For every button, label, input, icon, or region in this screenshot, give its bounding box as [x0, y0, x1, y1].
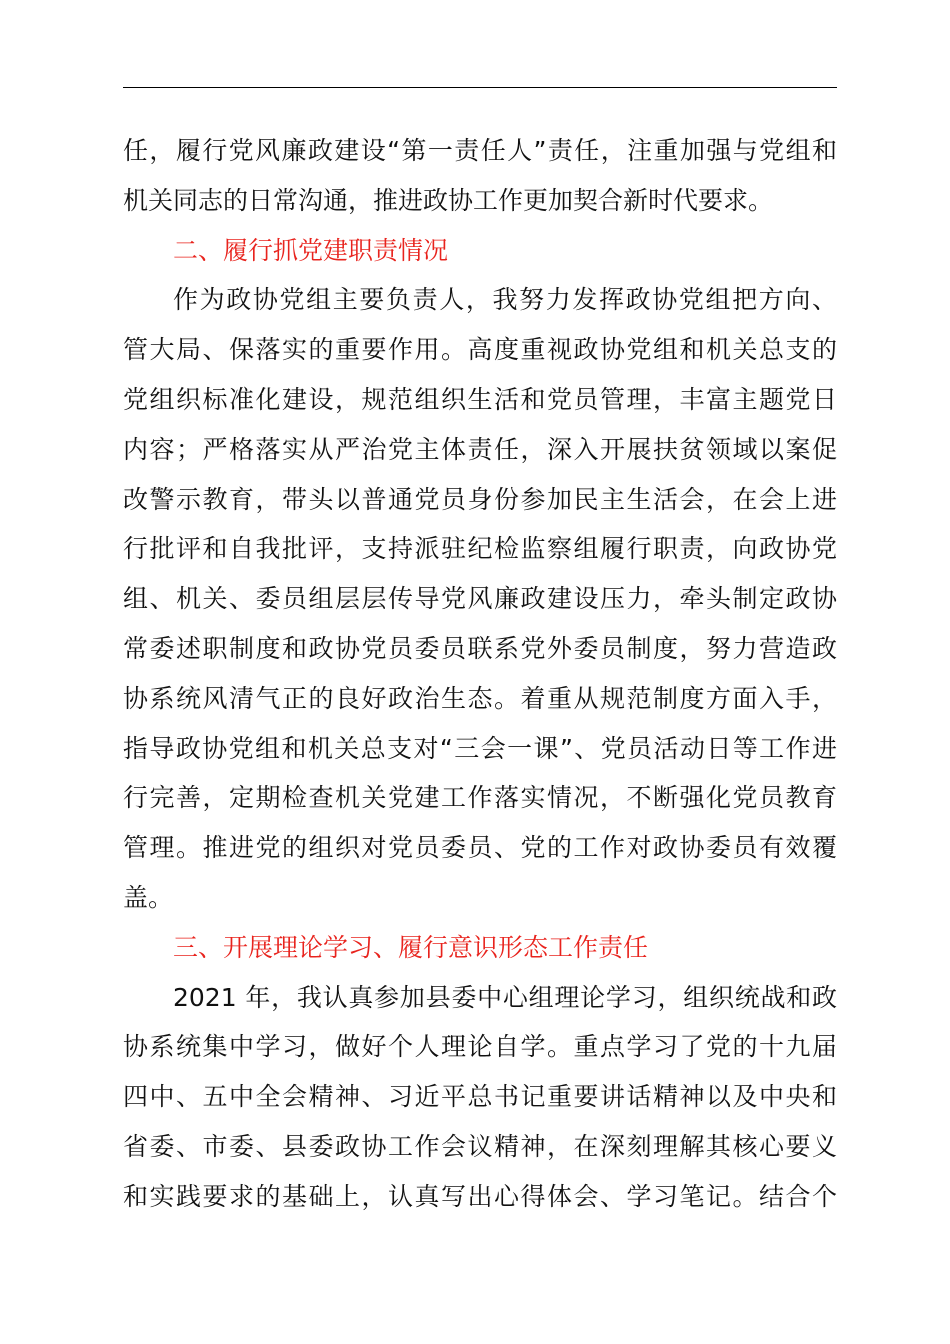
text-line: 指导政协党组和机关总支对“三会一课”、党员活动日等工作进: [123, 733, 837, 763]
text-line: 任，履行党风廉政建设“第一责任人”责任，注重加强与党组和: [123, 136, 837, 165]
text-line: 管大局、保落实的重要作用。高度重视政协党组和机关总支的: [123, 335, 837, 365]
text-line: 组、机关、委员组层层传导党风廉政建设压力，牵头制定政协: [123, 584, 837, 614]
text-line: 改警示教育，带头以普通党员身份参加民主生活会，在会上进: [123, 484, 837, 514]
body-text: [123, 126, 837, 1222]
text-line: 管理。推进党的组织对党员委员、党的工作对政协委员有效覆: [123, 833, 837, 863]
text-line: 内容；严格落实从严治党主体责任，深入开展扶贫领域以案促: [123, 434, 837, 464]
text-line: 协系统集中学习，做好个人理论自学。重点学习了党的十九届: [123, 1032, 837, 1062]
text-line: 机关同志的日常沟通，推进政协工作更加契合新时代要求。: [123, 185, 774, 215]
text-line: 2021 年，我认真参加县委中心组理论学习，组织统战和政: [173, 982, 837, 1012]
section-heading: 三、开展理论学习、履行意识形态工作责任: [173, 932, 649, 962]
text-line: 四中、五中全会精神、习近平总书记重要讲话精神以及中央和: [123, 1082, 837, 1112]
section-heading: 二、履行抓党建职责情况: [173, 235, 449, 265]
text-line: 和实践要求的基础上，认真写出心得体会、学习笔记。结合个: [123, 1181, 837, 1211]
text-line: 党组织标准化建设，规范组织生活和党员管理，丰富主题党日: [123, 384, 837, 414]
header-rule: [123, 87, 837, 88]
text-line: 作为政协党组主要负责人，我努力发挥政协党组把方向、: [173, 285, 837, 315]
text-line: 省委、市委、县委政协工作会议精神，在深刻理解其核心要义: [123, 1131, 837, 1161]
text-line: 行完善，定期检查机关党建工作落实情况，不断强化党员教育: [123, 783, 837, 813]
text-line: 常委述职制度和政协党员委员联系党外委员制度，努力营造政: [123, 633, 837, 663]
text-line: 协系统风清气正的良好政治生态。着重从规范制度方面入手，: [123, 683, 837, 713]
text-line: 行批评和自我批评，支持派驻纪检监察组履行职责，向政协党: [123, 534, 837, 564]
text-line: 盖。: [123, 882, 174, 912]
